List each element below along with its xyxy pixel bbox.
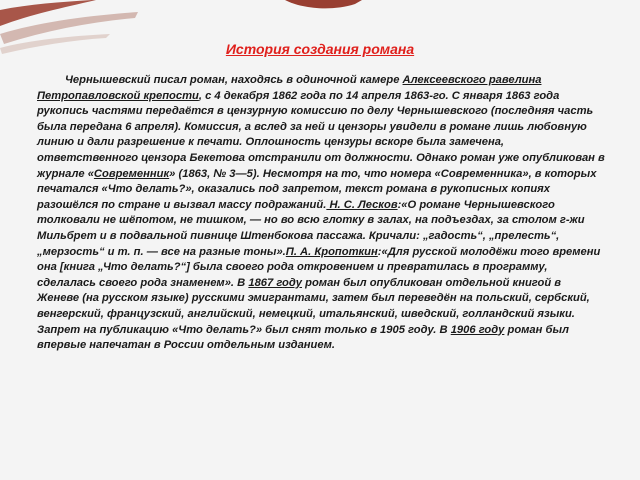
text-segment: роман был впервые напечатан в России отдельным изданием. (37, 323, 569, 352)
text-segment: :«Для русской молодёжи того времени она [книга „Что делать?“] была своего рода откровением и превратилась в программу, сделалась своего рода знаменем». В (37, 245, 601, 289)
page-title: История создания романа (225, 41, 415, 57)
text-segment: Чернышевский писал роман, находясь в одиночной камере (65, 74, 403, 86)
text-link[interactable]: 1867 году (248, 276, 303, 289)
text-link[interactable]: 1906 году (450, 323, 505, 336)
text-link[interactable]: Современник (93, 167, 170, 180)
body-paragraph (37, 73, 605, 354)
text-segment: , с 4 декабря 1862 года по 14 апреля 1863-го. С января 1863 года рукопись частями передаётся в цензурную комиссию по делу Чернышевского (последняя часть была передана 6 апреля). Комиссия, а вслед за ней и цензоры увидели в романе лишь любовную линию и дали разрешение к печати. Оплошность цензуры вскоре была замечена, ответственного цензора Бекетова отстранили от должности. Однако роман уже опубликован в журнале « (37, 89, 605, 180)
text-segment: :«О романе Чернышевского толковали не шёпотом, не тишком, — но во всю глотку в залах, на подъездах, за столом г-жи Мильбрет и в подвальной пивнице Штенбокова пассажа. Кричали: „гадость“, „прелесть“, „мерзость“ и т. п. — все на разные тоны». (37, 198, 585, 258)
text-link[interactable]: Алексеевского равелина Петропавловской крепости (37, 74, 542, 102)
text-segment: роман был опубликован отдельной книгой в Женеве (на русском языке) русскими эмигрантами, затем был переведён на польский, сербский, венгерский, французский, английский, немецкий, итальянский, шведский, голландский языки. Запрет на публикацию «Что делать?» был снят только в 1905 году. В (37, 276, 590, 336)
text-segment: » (1863, № 3—5). Несмотря на то, что номера «Современника», в которых печатался «Что делать?», оказались под запретом, текст романа в рукописных копиях разошёлся по стране и вызвал массу подражаний. (37, 167, 597, 211)
ornament-center-swoosh (285, 0, 362, 8)
text-link[interactable]: Н. С. Лесков (326, 198, 398, 211)
text-link[interactable]: П. А. Кропоткин (285, 245, 378, 258)
